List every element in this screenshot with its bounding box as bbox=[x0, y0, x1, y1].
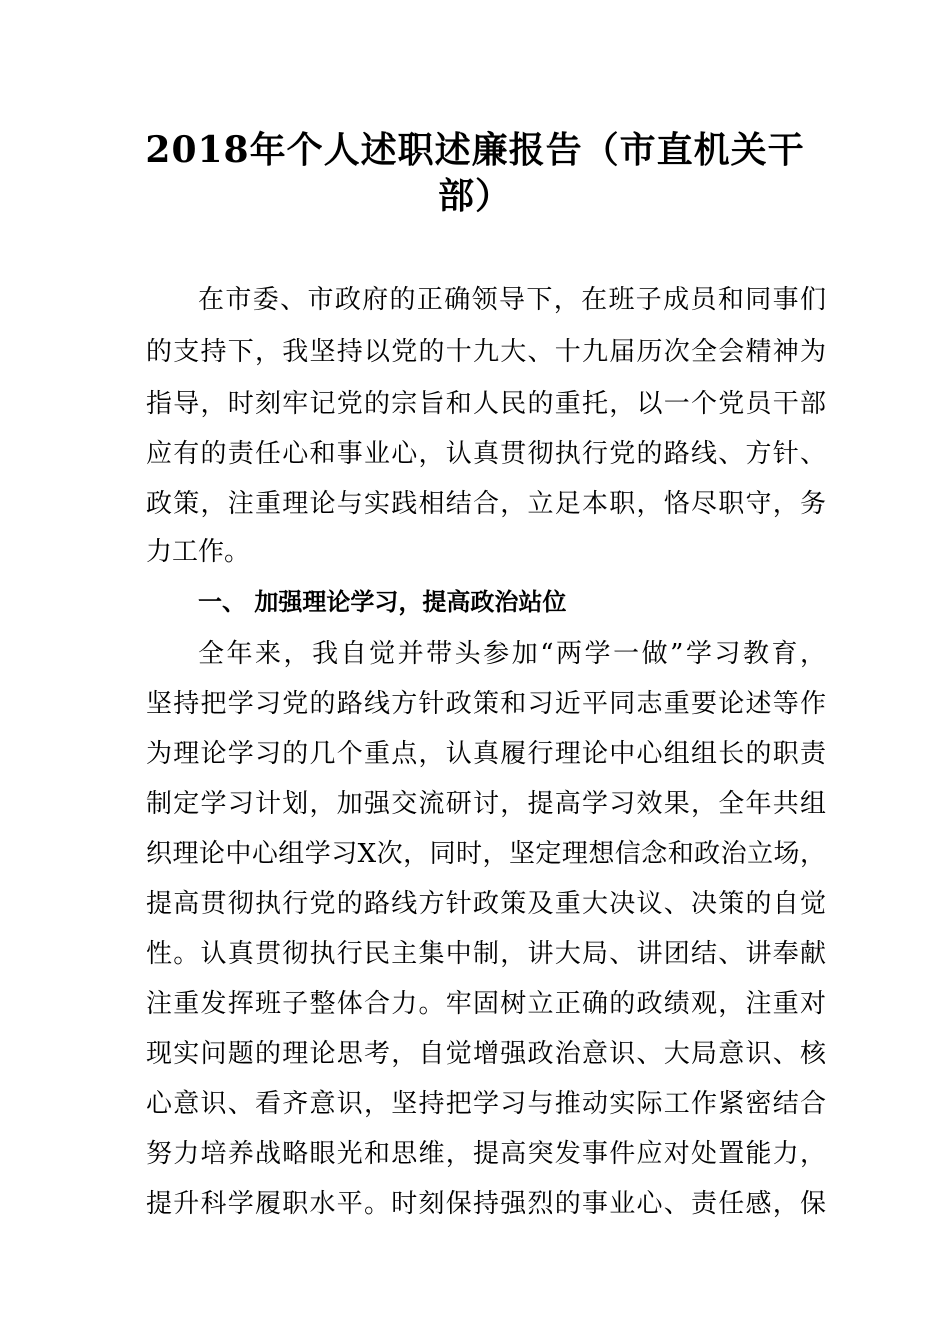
paragraph-line: 注重发挥班子整体合力。牢固树立正确的政绩观，注重对 bbox=[146, 989, 826, 1019]
paragraph-line: 织理论中心组学习X次，同时，坚定理想信念和政治立场， bbox=[146, 839, 826, 869]
paragraph-line: 坚持把学习党的路线方针政策和习近平同志重要论述等作 bbox=[146, 689, 826, 719]
paragraph-line: 提高贯彻执行党的路线方针政策及重大决议、决策的自觉 bbox=[146, 889, 826, 919]
paragraph-line: 力工作。 bbox=[146, 537, 251, 567]
paragraph-line: 为理论学习的几个重点，认真履行理论中心组组长的职责 bbox=[146, 739, 826, 769]
paragraph-line: 制定学习计划，加强交流研讨，提高学习效果，全年共组 bbox=[146, 789, 826, 819]
document-title-line1: 2018年个人述职述廉报告（市直机关干 bbox=[145, 129, 805, 171]
paragraph-line: 政策，注重理论与实践相结合，立足本职，恪尽职守，务 bbox=[146, 489, 826, 519]
paragraph-line: 现实问题的理论思考，自觉增强政治意识、大局意识、核 bbox=[146, 1039, 826, 1069]
paragraph-line: 提升科学履职水平。时刻保持强烈的事业心、责任感，保 bbox=[146, 1189, 826, 1219]
paragraph-line: 努力培养战略眼光和思维，提高突发事件应对处置能力， bbox=[146, 1139, 826, 1169]
document-title-line2: 部） bbox=[437, 175, 512, 217]
paragraph-line: 指导，时刻牢记党的宗旨和人民的重托，以一个党员干部 bbox=[146, 389, 826, 419]
paragraph-line: 的支持下，我坚持以党的十九大、十九届历次全会精神为 bbox=[146, 337, 826, 367]
paragraph-line: 应有的责任心和事业心，认真贯彻执行党的路线、方针、 bbox=[146, 439, 826, 469]
section-heading: 一、 加强理论学习，提高政治站位 bbox=[198, 588, 567, 616]
paragraph-line: 性。认真贯彻执行民主集中制，讲大局、讲团结、讲奉献 bbox=[146, 939, 826, 969]
paragraph-line: 在市委、市政府的正确领导下，在班子成员和同事们 bbox=[198, 285, 826, 315]
paragraph-line: 全年来，我自觉并带头参加“两学一做”学习教育， bbox=[198, 639, 826, 669]
paragraph-line: 心意识、看齐意识，坚持把学习与推动实际工作紧密结合 bbox=[146, 1089, 826, 1119]
